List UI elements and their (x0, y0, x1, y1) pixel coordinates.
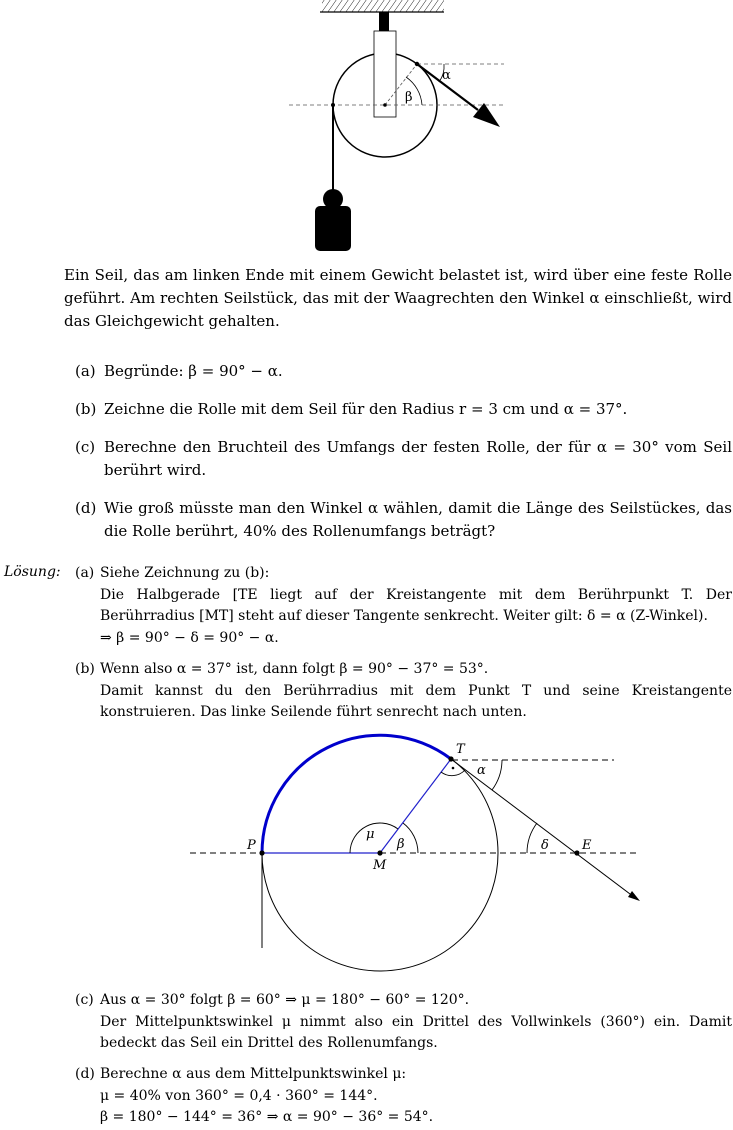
pulley-mount (379, 12, 389, 31)
task-a (75, 360, 732, 383)
tangent-point (415, 62, 419, 66)
point-T (448, 756, 453, 761)
construction-figure (180, 725, 650, 975)
ceiling-hatch (322, 0, 444, 12)
task-text: Wie groß müsste man den Winkel α wählen, damit die Länge des Seilstückes, das die Rolle berührt, 40% des Rollenumfangs beträgt? (104, 499, 732, 540)
center-point (383, 103, 387, 107)
solution-label: (d) (75, 1066, 95, 1082)
task-text: Berechne den Bruchteil des Umfangs der festen Rolle, der für α = 30° vom Seil berührt wird. (104, 438, 732, 479)
solution-label: (a) (75, 565, 95, 581)
task-c (75, 436, 732, 482)
tangent-arrow-head (628, 891, 640, 901)
solution-line: β = 180° − 144° = 36° ⇒ α = 90° − 36° = 54°. (100, 1109, 434, 1125)
rope-contact-arc (262, 735, 451, 853)
task-b (75, 398, 732, 421)
point-P-label: P (247, 838, 256, 853)
solution-a (75, 563, 732, 649)
solution-line: μ = 40% von 360° = 0,4 · 360° = 144°. (100, 1087, 378, 1104)
solution-d (75, 1064, 732, 1129)
beta-label: β (405, 90, 413, 105)
solution-line: Siehe Zeichnung zu (b): (100, 565, 270, 581)
solution-line: Wenn also α = 37° ist, dann folgt β = 90° − 37° = 53°. (100, 661, 489, 677)
delta-label: δ (541, 838, 549, 853)
intro-paragraph: Ein Seil, das am linken Ende mit einem Gewicht belastet ist, wird über eine feste Rolle geführt. Am rechten Seilstück, das mit der Waagrechten den Winkel α einschließt, wird das Gleichgewicht gehalten. (64, 266, 732, 330)
solution-b (75, 659, 732, 724)
solution-label: (b) (75, 661, 95, 677)
right-angle-dot (452, 767, 455, 770)
beta-label: β (397, 837, 405, 852)
solution-heading: Lösung: (4, 564, 61, 580)
right-angle-arc (441, 770, 465, 776)
tangent-line (451, 759, 634, 897)
task-label: (a) (75, 362, 96, 380)
solution-line: ⇒ β = 90° − δ = 90° − α. (100, 629, 279, 646)
alpha-arc (492, 760, 502, 790)
solution-line: Die Halbgerade [TE liegt auf der Kreistangente mit dem Berührpunkt T. Der Berührradius [MT] steht auf dieser Tangente senkrecht. Weiter gilt: δ = α (Z-Winkel). (100, 586, 732, 624)
beta-arc (403, 823, 418, 853)
pulley-figure (280, 0, 520, 260)
mu-label: μ (366, 827, 375, 842)
solution-label: (c) (75, 992, 94, 1008)
point-E (574, 850, 579, 855)
weight-body (315, 206, 351, 251)
solution-line: Berechne α aus dem Mittelpunktswinkel μ: (100, 1066, 407, 1082)
task-label: (d) (75, 499, 97, 517)
solution-c (75, 990, 732, 1055)
task-label: (b) (75, 400, 97, 418)
alpha-label: α (477, 763, 486, 778)
delta-arc (527, 823, 537, 853)
task-d (75, 497, 732, 543)
solution-line: Der Mittelpunktswinkel μ nimmt also ein Drittel des Vollwinkels (360°) ein. Damit bedeckt das Seil ein Drittel des Rollenumfangs. (100, 1013, 732, 1051)
point-T-label: T (456, 742, 465, 757)
point-M-label: M (373, 858, 387, 873)
rope-arrow-head (473, 103, 500, 127)
point-E-label: E (582, 838, 592, 853)
alpha-label: α (442, 68, 451, 83)
task-label: (c) (75, 438, 96, 456)
solution-line: Aus α = 30° folgt β = 60° ⇒ μ = 180° − 60° = 120°. (100, 992, 470, 1008)
task-text: Begründe: β = 90° − α. (104, 362, 283, 380)
task-text: Zeichne die Rolle mit dem Seil für den Radius r = 3 cm und α = 37°. (104, 400, 628, 418)
solution-line: Damit kannst du den Berührradius mit dem Punkt T und seine Kreistangente konstruieren. Das linke Seilende führt senrecht nach unten. (100, 682, 732, 720)
left-point (331, 103, 335, 107)
point-M (377, 850, 382, 855)
point-P (259, 850, 264, 855)
